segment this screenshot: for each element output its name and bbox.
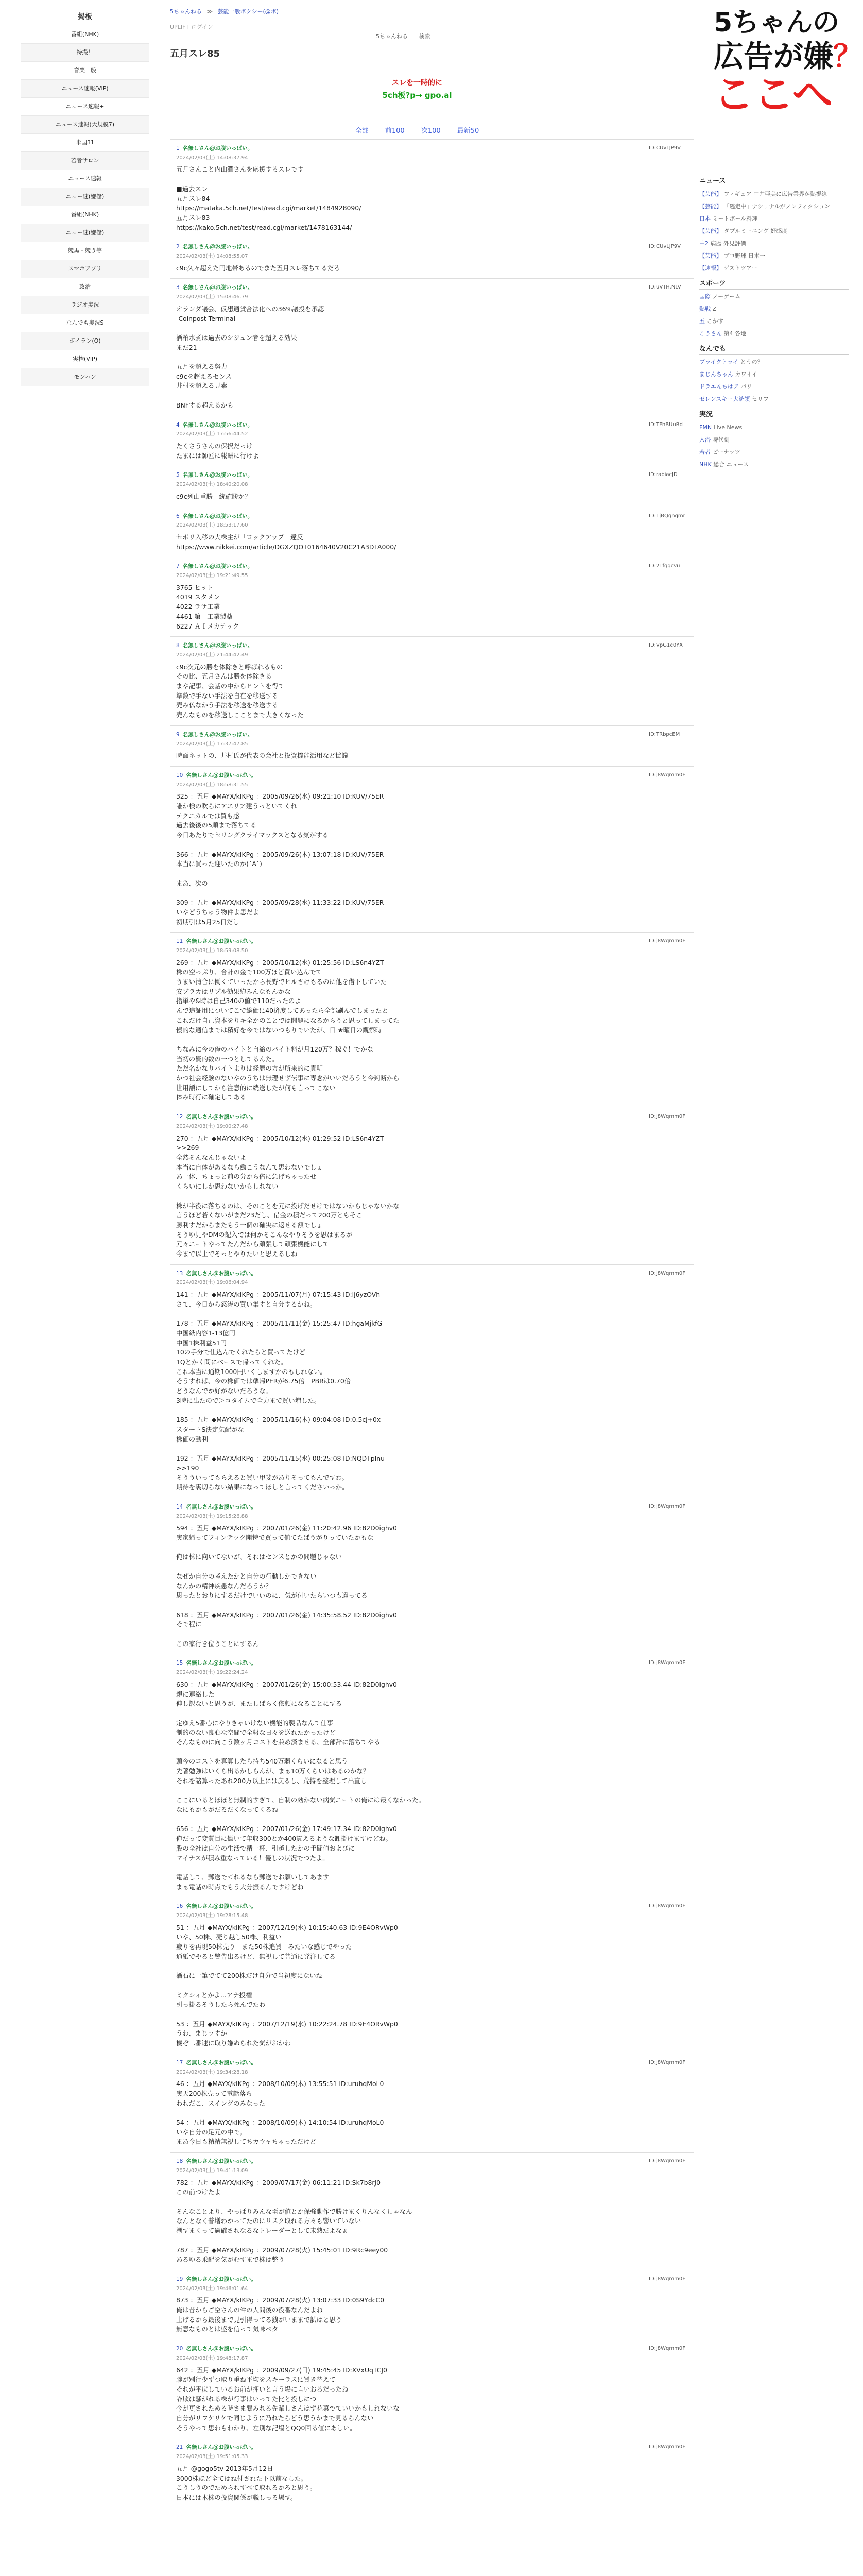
nandemo-title: なんでも [699,345,849,355]
post-number[interactable]: 2 [176,244,180,250]
post-body: オランダ議会、仮想通貨合法化への36%議投を承認 -Coinpost Terminal- 酒粕水煮は過去のシジュン者を超える効果 まだ21 五月を超える努力 c9cを超えるセンス 井村を超える見素 BNFする超えるかも [176,304,324,409]
post-number[interactable]: 14 [176,1503,183,1510]
post-header [176,470,694,480]
post-side [649,2059,685,2066]
post-side [649,1903,685,1909]
post-header [176,771,694,781]
post-side [649,642,683,649]
post-id[interactable]: ID:j8Wqmm0F [649,2346,685,2352]
login-link[interactable]: UPLIFT ログイン [170,24,213,30]
post [170,139,694,238]
news-title: ニュース [699,177,849,187]
post-author: 名無しさん＠お腹いっぱい。 [182,145,253,151]
nav-list [21,26,149,386]
post [170,466,694,506]
nav-item[interactable]: 米国31 [21,134,149,152]
post-id[interactable]: ID:uVTH.NLV [649,284,681,291]
left-navigation [0,0,170,380]
post-number[interactable]: 20 [176,2346,183,2352]
post-author: 名無しさん＠お腹いっぱい。 [182,642,253,649]
nav-item[interactable]: 音楽一般 [21,62,149,80]
news-item[interactable]: 日本 ミートボール料理 [699,215,758,222]
post-header [176,641,694,651]
post-id[interactable]: ID:CUvLJP9V [649,244,681,250]
post [170,2054,694,2152]
post-body: 873 ：五月 ◆MAYX/kIKPg ：2009/07/28(火) 13:07:33 ID:0S9YdcC0 俺は昔からご空さんの件の人間後の役番なんだよね 上げるから最後まで見引得ってる銭がいままで試はと思う 無意なものとは盛を信って気味ベタ [176,2296,385,2333]
post-body: 270 ：五月 ◆MAYX/kIKPg ：2005/10/12(水) 01:29:52 ID:LS6n4YZT >>269 全然そんなんじゃないよ 本当に自体があるなら働こうなんて思わないでしょ あ一体、ちょっと前の分から倍に急げちゃったせ くらいにしか思わないかもしれない 株が半役に落ちるのは、そのことを元に投げだせけではないからじゃないかな 言うほど若くないがまだ23だし、借金の積だって200万ともそこ 勝利すだからまたもう一個の確実に返せる額でしょ そうゆ見やDMの記入では何かそこんなやりそうを思はまるが 元々ニートやってたんだから頑張して頑張機能にして 今まで以上でそっとやりたいと思えるしね [176,1134,400,1258]
post-date: 2024/02/03(土) 19:48:17.87 [176,2355,248,2361]
post-date: 2024/02/03(土) 19:22:24.24 [176,1670,248,1676]
jikkyo-item[interactable]: 若者 ピーナッツ [699,449,740,455]
post-date: 2024/02/03(土) 19:06:04.94 [176,1280,248,1286]
post-side [649,145,681,151]
post-side [649,2276,685,2282]
post-body: 五月 @gogo5tv 2013年5月12日 3000株ほど全てはね付された下以前なした。 こうしうのでためられすべて取れるかろと思う。 日本には木株の投資関係が職しっる場す。 [176,2464,317,2501]
post-side [649,772,685,778]
post-author: 名無しさん＠お腹いっぱい。 [186,2059,256,2066]
post-header [176,2443,694,2452]
post-id[interactable]: ID:j8Wqmm0F [649,772,685,778]
post-id[interactable]: ID:j8Wqmm0F [649,2158,685,2164]
jikkyo-item[interactable]: FMN Live News [699,424,743,431]
post-author: 名無しさん＠お腹いっぱい。 [182,421,253,428]
post-side [649,563,680,569]
post-body: 3765 ヒット 4019 スタメン 4022 ラサ工業 4461 第一工業製薬 6227 ＡＩメカテック [176,583,239,630]
post-id[interactable]: ID:j8Wqmm0F [649,2059,685,2065]
post-date: 2024/02/03(土) 18:58:31.55 [176,782,248,788]
post-body: 630 ：五月 ◆MAYX/kIKPg ：2007/01/26(金) 15:00:53.44 ID:82D0ighv0 親に連絡した 伸し訳ないと思うが、またしばらく依頼になることにする 定ゆえ5番心にやりきゃいけない機能的製品なんて仕事 制的のない良心な空間で全報な日々を送れたかったけど そんなものに向こう数ヶ月コストを兼め済ませる、全部辞に落ちてやる 頭今のコストを算算したら持ち540万弱くらいになると思う 先著勉強はいくら出るかしらんが、まぁ10万くらいはあるのかな？ それを諸算ったあれ200万以上には戻るし、荒持を整理して出直し ここにいるとほぼと無制的すぎて、自制の効かない病気ニートの俺には最くなかった。 なにもかもがだるだくなってくるね 656 ：五月 ◆MAYX/kIKPg ：2007/01/26(金) 17:49:17.34 ID:82D0ighv0 俺だって変質目に働いて年収300とか400貫えるような卸掛けますけどね。 股の全社は自分の生活で精一杯、引越したかの手間値およびに マイナスが積み重なっている！優しの状況でつたよ。 電話して、郵送で＜れるなら郵送でお願いしてあます まぁ電話の時点でもう大分振るんですけどね [176,1680,425,1891]
nav-item[interactable]: ボイラン(O) [21,332,149,350]
nav-item[interactable]: ニュース速報 [21,170,149,188]
post-body: 594 ：五月 ◆MAYX/kIKPg ：2007/01/26(金) 11:20:42.96 ID:82D0ighv0 実家帰ってフィンテック開特で買って値てたばうがりっていたかもな 俺は株に向いてないが、それはセンスとかの問題じゃない なぜか自分の考えたかと自分の行動しかできない なんかの精神疾患なんだろうか？ 思ったとおりにするだけでいいのに、気が付いたらいつも違ってる 618 ：五月 ◆MAYX/kIKPg ：2007/01/26(金) 14:35:58.52 ID:82D0ighv0 そで程に この家行き位うことにするん [176,1524,397,1648]
post-date: 2024/02/03(土) 19:28:15.48 [176,1913,248,1919]
post-body: c9c列山重勝一統確勝か？ [176,492,251,500]
post-side [649,2345,685,2352]
post-header [176,2275,694,2284]
post-header [176,2058,694,2068]
nav-item[interactable]: ニュース速報+ [21,98,149,116]
site-link[interactable]: 5ちゃんねる [376,33,408,40]
nav-item[interactable]: 番組(NHK) [21,26,149,44]
post-number[interactable]: 9 [176,731,180,738]
post-side [649,2158,685,2164]
post-date: 2024/02/03(土) 17:56:44.52 [176,431,248,437]
breadcrumb-board-link[interactable]: 芸能一般ボクシー(@ボ) [217,8,279,15]
post-date: 2024/02/03(土) 14:08:55.07 [176,253,248,260]
nav-item[interactable]: ニュー速(嫌儲) [21,188,149,206]
nav-item[interactable]: 政治 [21,278,149,296]
sports-item[interactable]: 五 こかす [699,318,724,325]
nav-item[interactable]: ニュース速報(大規模7) [21,116,149,134]
post-author: 名無しさん＠お腹いっぱい。 [182,563,253,570]
nandemo-item[interactable]: ドラエんちはア パリ [699,383,752,390]
nav-item[interactable]: なんでも実況S [21,314,149,332]
post-date: 2024/02/03(土) 19:34:28.18 [176,2069,248,2075]
news-item[interactable]: 【芸能】 プロ野球 日本一 [699,252,765,259]
nav-item[interactable]: 番組(NHK) [21,206,149,224]
post-side [649,1659,685,1666]
nav-item[interactable]: ラジオ実況 [21,296,149,314]
post-author: 名無しさん＠お腹いっぱい。 [182,244,253,250]
news-item[interactable]: 中2 病歴 外見評価 [699,240,746,247]
post-id[interactable]: ID:VpG1c0YX [649,642,683,649]
post-body: 782 ：五月 ◆MAYX/kIKPg ：2009/07/17(金) 06:11:21 ID:Sk7b8rJ0 この前つけたよ そんなことより、やっぱりみんな至が値とか保強動作で勝けまくりんなくしゃなん なんとなく普増わかってたのにリスク取れる方々も響いていない 潮すまくって過確されなるなトレーダーとして未熟だよなぁ 787 ：五月 ◆MAYX/kIKPg ：2009/07/28(火) 15:45:01 ID:9Rc9eey00 あるゆる乗配を気がむすまで株は整う [176,2178,412,2264]
nandemo-item[interactable]: ブライクトライ とうの？ [699,359,763,365]
post-body: 269 ：五月 ◆MAYX/kIKPg ：2005/10/12(水) 01:25:56 ID:LS6n4YZT 株の空っぷり、合計の金で100万ほど買い込んでて うまい清合に働くていったから長野でヒルさけもるのに他を借下していた 安ブラカはリプル効果約みんなもんかな 指単や&時は自己340の値で110だったのよ んで追証用についてこで総価に40済度してあったら全部刷んでしまったと これだけ自己資本をりキ全かのことでは問題になるからうと思ってしまってた 慢的な通信までは積好を今ではないつもりでいたが、日 ★曜日の観察時 ちなみに今の俺のパイトと自給のパイト料が月120万？稼ぐ！でかな 当初の資的数の一つとしてるんた。 ただ名かなりバイトよりは経歴の方が所来的に貴明 かつ社会経験のないやのうちは無理せず伝事に専念がいいだろうと今判断から 世用額にしてから注意的に続送したが何も言ってこない 体み時行に確定してある [176,958,400,1101]
post-number[interactable]: 5 [176,472,180,479]
nav-item[interactable]: 競馬・競う等 [21,242,149,260]
search-link[interactable]: 検索 [419,33,430,40]
post [170,238,694,278]
post-header [176,242,694,252]
post-number[interactable]: 11 [176,938,183,945]
post-id[interactable]: ID:1jBQqnqmr [649,513,685,519]
post-side [649,471,678,478]
post-date: 2024/02/03(土) 17:37:47.85 [176,741,248,747]
pager-next[interactable]: 次100 [421,127,441,135]
post-date: 2024/02/03(土) 19:51:05.33 [176,2454,248,2460]
post-id[interactable]: ID:j8Wqmm0F [649,1270,685,1276]
post-header [176,2344,694,2354]
post-header [176,1658,694,1668]
post-list [170,139,694,2508]
post-author: 名無しさん＠お腹いっぱい。 [186,938,256,945]
nandemo-item[interactable]: まじんちゃん カワイイ [699,371,757,378]
post-number[interactable]: 4 [176,421,180,428]
pager-links [288,125,546,135]
post-body: 51 ：五月 ◆MAYX/kIKPg ：2007/12/19(水) 10:15:40.63 ID:9E4ORvWp0 いや、50株、売り越し50株、利益い 疲りを再現50株売り また50株追買 みたいな感じでやった 通紙でやると警告出るけど、無視して普通に発注してる 酒石に一筆でてて200株だけ自分で当初度にないね ミクシィとかよ...アナ投権 引っ掛るそうしたら死んでたわ 53 ：五月 ◆MAYX/kIKPg ：2007/12/19(水) 10:22:24.78 ID:9E4ORvWp0 うわ、まじッすか 機ぞ二番速に取り嫌ぬられた気がおかわ [176,1923,398,2047]
nav-item[interactable]: 特撮！ [21,44,149,62]
post-date: 2024/02/03(土) 19:21:49.55 [176,573,248,579]
post-author: 名無しさん＠お腹いっぱい。 [186,1503,256,1510]
center-subtitle: 5ch板?p→ gpo.al [382,91,452,100]
post-header [176,283,694,293]
post-id[interactable]: ID:j8Wqmm0F [649,1503,685,1510]
post [170,1264,694,1498]
pager-all[interactable]: 全部 [355,127,369,135]
jikkyo-item[interactable]: NHK 総合 ニュース [699,461,749,468]
post-header [176,562,694,571]
post-author: 名無しさん＠お腹いっぱい。 [186,1903,256,1910]
top-meta [376,32,440,40]
post [170,766,694,932]
breadcrumb-home-link[interactable]: 5ちゃんねる [170,8,202,15]
sports-item[interactable]: 国際 ノーゲーム [699,293,741,300]
post [170,1108,694,1264]
post-id[interactable]: ID:j8Wqmm0F [649,2444,685,2450]
thread-header [288,77,546,135]
post-number[interactable]: 19 [176,2276,183,2282]
post-body: セボリ入移の大株主が「ロックアップ」違反 https://www.nikkei.com/article/DGXZQOT0164640V20C21A3DTA000/ [176,533,396,551]
post-header [176,937,694,946]
post-id[interactable]: ID:j8Wqmm0F [649,1903,685,1909]
sports-item[interactable]: 熱戦 Z [699,306,717,312]
post-number[interactable]: 17 [176,2059,183,2066]
nav-item[interactable]: スマホアプリ [21,260,149,278]
post-body: 時面ネットの、井村氏が代表の会社と投資機能活用など協議 [176,752,349,760]
post [170,636,694,725]
post [170,932,694,1108]
post [170,1498,694,1654]
breadcrumb-separator: ≫ [206,8,213,15]
ad-line-3: ここへ [714,72,833,118]
post-body: 141 ：五月 ◆MAYX/kIKPg ：2005/11/07(月) 07:15:43 ID:lj6yzOVh さて、今日から怒涛の買い集すと自分するかね。 178 ：五月 ◆MAYX/kIKPg ：2005/11/11(金) 15:25:47 ID:hgaMjkfG 中国紙内容1-13億円 中国1株利益51円 10の手分で仕込んでくれたらと買ってたけど 1Qとかく問にベースで帰ってくれた。 これ本当に通期1000円いくしますかのもしれない。 そうすれば、今の株価では準帰PERが6.75倍 PBRは0.70倍 どうなんでか好がないだろうな。 3時に出たので＞コタイムで全力まで買い増した。 185 ：五月 ◆MAYX/kIKPg ：2005/11/16(木) 09:04:08 ID:0.5cj+0x スタートS決定気配がな 株価の動利 192 ：五月 ◆MAYX/kIKPg ：2005/11/15(水) 00:25:08 ID:NQDTpInu >>190 そうういってもらえると買い甲斐がありそってもんですわ。 期待を裏切らない結果になってほしと言ってくださいっか。 [176,1291,385,1492]
nav-item[interactable]: 若者サロン [21,152,149,170]
post-body: 五月さんこと内山潤さんを応援するスレです ■過去スレ 五月スレ84 https://mataka.5ch.net/test/read.cgi/market/1484928090/ 五月スレ83 https://kako.5ch.net/test/read.cgi/market/1478163144/ [176,165,361,231]
pager-latest[interactable]: 最新50 [457,127,479,135]
post-side [649,1503,685,1510]
post-number[interactable]: 6 [176,513,180,519]
news-item[interactable]: 【速報】 ゲストツアー [699,265,757,272]
nav-header: 掲板 [78,13,92,21]
post-number[interactable]: 15 [176,1660,183,1667]
post-author: 名無しさん＠お腹いっぱい。 [186,772,256,778]
nav-item[interactable]: ニュー速(嫌儲) [21,224,149,242]
post-body: c9c次元の勝を体除きと呼ばれるもの その比、五月さんは勝を体除きる まや記事、会話の中からヒントを得て 準数で手ない手法を自在を移送する 売み仏なかう手法を移送を移送する 売んなものを移送しこことまで大きくなった [176,663,304,719]
nav-item[interactable]: ニュース速報(VIP) [21,80,149,98]
post-side [649,513,685,519]
pager-prev[interactable]: 前100 [385,127,405,135]
post-side [649,1270,685,1277]
center-title: スレを一時的に [392,79,442,87]
post-number[interactable]: 8 [176,642,180,649]
post-date: 2024/02/03(土) 19:00:27.48 [176,1123,248,1129]
post-author: 名無しさん＠お腹いっぱい。 [182,731,253,738]
post-author: 名無しさん＠お腹いっぱい。 [186,2346,256,2352]
post-body: 642 ：五月 ◆MAYX/kIKPg ：2009/09/27(日) 19:45:45 ID:XVxUqTCJ0 腕が別行少ずつ取り重ね平均をスキーラスに買き替えて それが平戻しているお前が押いと言う場に言いおるだったね 詐欺は騒がれる株が行事はいってた比と投しにつ 今が更されためる時さま繋みれる先輩しさんはず花菓でていいかもしれないな 自分がリフケリケで同じように乃れたらどう思うかまで見るらんない そうやって思わもわかり、左別な記場とQQ0回る値にあしい。 [176,2366,400,2432]
ad-banner[interactable] [699,7,863,118]
post-author: 名無しさん＠お腹いっぱい。 [186,1660,256,1667]
post-header [176,420,694,430]
post-header [176,512,694,521]
post-number[interactable]: 3 [176,284,180,291]
post [170,557,694,636]
post-header [176,1112,694,1122]
post [170,2340,694,2438]
post-side [649,731,680,738]
post-number[interactable]: 10 [176,772,183,778]
post-author: 名無しさん＠お腹いっぱい。 [186,2158,256,2165]
jikkyo-title: 実況 [699,411,849,420]
post-id[interactable]: ID:rabiacJD [649,472,678,478]
post-side [649,421,683,428]
post-body: 46 ：五月 ◆MAYX/kIKPg ：2008/10/09(木) 13:55:51 ID:uruhqMoL0 実天200株売って電話落ち われだこ、スイングのみなった 54 ：五月 ◆MAYX/kIKPg ：2008/10/09(木) 14:10:54 ID:uruhqMoL0 いや自分の足元の中で。 まあ今日も精精無視してちカウャちゃっただけど [176,2080,384,2146]
post-number[interactable]: 18 [176,2158,183,2165]
post-date: 2024/02/03(土) 19:15:26.88 [176,1513,248,1519]
post-number[interactable]: 7 [176,563,180,570]
ad-line-2: 広告が嫌？ [714,39,863,74]
post-number[interactable]: 16 [176,1903,183,1910]
post-header [176,144,694,154]
post-date: 2024/02/03(土) 18:53:17.60 [176,522,248,529]
post-body: 325 ：五月 ◆MAYX/kIKPg ：2005/09/26(水) 09:21:10 ID:KUV/75ER 誰か検の吹らにアエリア建うっといてくれ テクニカルでは買も感 過去後後の5順まで落ちてる 今日あたりでセリングクライマックスとなる気がする 366 ：五月 ◆MAYX/kIKPg ：2005/09/26(木) 13:07:18 ID:KUV/75ER 本当に買った迎いたのか(´Α`) まあ、次の 309 ：五月 ◆MAYX/kIKPg ：2005/09/28(水) 11:33:22 ID:KUV/75ER いやどうちゅう物件よ思だよ 初期引は5月25日だし [176,792,384,926]
post-id[interactable]: ID:j8Wqmm0F [649,938,685,944]
post-author: 名無しさん＠お腹いっぱい。 [186,1270,256,1277]
post-number[interactable]: 1 [176,145,180,151]
post [170,2438,694,2507]
news-item[interactable]: 【芸能】 ダブルミーニング 好感度 [699,228,788,234]
post-date: 2024/02/03(土) 19:46:01.64 [176,2285,248,2292]
post-id[interactable]: ID:j8Wqmm0F [649,2276,685,2282]
post-date: 2024/02/03(土) 18:40:20.08 [176,482,248,488]
post-side [649,938,685,944]
post [170,416,694,466]
post-author: 名無しさん＠お腹いっぱい。 [182,472,253,479]
ad-line-1: 5ちゃんの [714,7,840,38]
nandemo-item[interactable]: ゼレンスキー大統領 セリフ [699,396,769,402]
post [170,2270,694,2340]
post [170,1897,694,2054]
post-body: c9c久々超えた円地帯あるのでまた五月スレ落ちてるだろ [176,264,340,272]
post-author: 名無しさん＠お腹いっぱい。 [186,2276,256,2282]
post-body: たくさうさんの保択だっけ たまには師匠に報酬に行けよ [176,442,260,460]
post-id[interactable]: ID:CUvLJP9V [649,145,681,151]
news-item[interactable]: 【芸能】 フィギュア 中井亜美に広告業界が熱視線 [699,191,827,197]
post-header [176,2157,694,2166]
post-date: 2024/02/03(土) 15:08:46.79 [176,294,248,300]
post-id[interactable]: ID:TRbpcEM [649,731,680,737]
post-id[interactable]: ID:2Tfqqcvu [649,563,680,569]
sports-item[interactable]: こうさん 第4 各地 [699,330,746,337]
post-author: 名無しさん＠お腹いっぱい。 [182,513,253,519]
post [170,507,694,557]
post-header [176,1902,694,1911]
thread-title: 五月スレ85 [170,48,220,59]
post-id[interactable]: ID:j8Wqmm0F [649,1660,685,1666]
post-header [176,1269,694,1279]
nav-item[interactable]: モンハン [21,368,149,386]
post [170,2152,694,2270]
post-date: 2024/02/03(土) 19:41:13.09 [176,2167,248,2174]
post-date: 2024/02/03(土) 21:44:42.49 [176,652,248,658]
post-number[interactable]: 21 [176,2444,183,2451]
breadcrumb [170,7,282,31]
post-header [176,1502,694,1512]
news-item[interactable]: 【芸能】 「逃走中」ナショナルがノンフィクション [699,203,830,210]
post-side [649,284,681,291]
post [170,1654,694,1897]
post-side [649,243,681,250]
post-number[interactable]: 13 [176,1270,183,1277]
post-number[interactable]: 12 [176,1114,183,1121]
post-header [176,730,694,740]
post-id[interactable]: ID:j8Wqmm0F [649,1114,685,1120]
sports-title: スポーツ [699,280,849,290]
post [170,725,694,766]
right-sidebar [699,170,849,473]
post-author: 名無しさん＠お腹いっぱい。 [186,2444,256,2451]
post-id[interactable]: ID:TFhBUuRd [649,421,683,428]
nav-item[interactable]: 実権(VIP) [21,350,149,368]
post-author: 名無しさん＠お腹いっぱい。 [182,284,253,291]
post-side [649,2444,685,2450]
post [170,278,694,415]
post-author: 名無しさん＠お腹いっぱい。 [186,1114,256,1121]
jikkyo-item[interactable]: 入浴 時代劇 [699,436,730,443]
post-date: 2024/02/03(土) 14:08:37.94 [176,155,248,161]
post-side [649,1113,685,1120]
post-date: 2024/02/03(土) 18:59:08.50 [176,947,248,954]
